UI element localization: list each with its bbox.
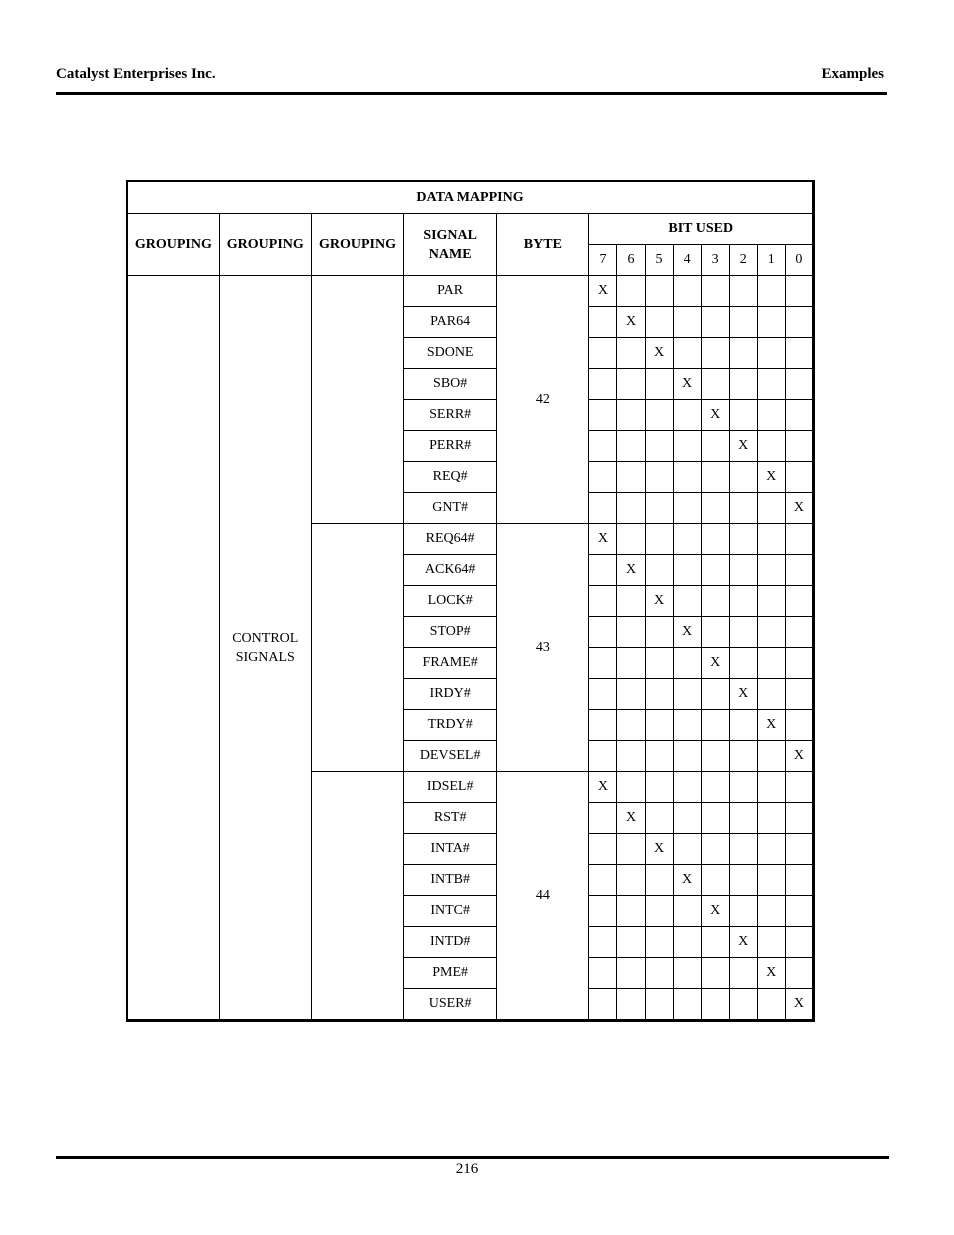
- bit-cell: [589, 648, 617, 679]
- bit-cell: [645, 772, 673, 803]
- bit-cell: [645, 958, 673, 989]
- bit-cell: [673, 276, 701, 307]
- bit-cell: [757, 276, 785, 307]
- bit-cell: [729, 524, 757, 555]
- bit-mark-cell: X: [785, 741, 813, 772]
- bit-cell: [589, 834, 617, 865]
- bit-cell: [757, 307, 785, 338]
- bit-cell: [617, 927, 645, 958]
- bit-cell: [589, 307, 617, 338]
- bit-cell: [617, 741, 645, 772]
- bit-cell: [617, 276, 645, 307]
- bit-cell: [617, 896, 645, 927]
- bit-cell: [673, 710, 701, 741]
- bit-cell: [617, 710, 645, 741]
- column-header-grouping-1: GROUPING: [127, 214, 219, 276]
- bit-cell: [589, 896, 617, 927]
- bit-cell: [729, 834, 757, 865]
- bit-cell: [729, 896, 757, 927]
- bit-cell: [589, 555, 617, 586]
- bit-header-0: 0: [785, 245, 813, 276]
- signal-name-cell: PAR64: [404, 307, 497, 338]
- bit-cell: [785, 679, 813, 710]
- byte-cell: 42: [497, 276, 589, 524]
- bit-mark-cell: X: [729, 927, 757, 958]
- bit-cell: [589, 803, 617, 834]
- bit-cell: [617, 648, 645, 679]
- bit-cell: [729, 865, 757, 896]
- column-header-signal-name: [404, 214, 497, 276]
- bit-cell: [785, 431, 813, 462]
- bit-mark-cell: X: [589, 276, 617, 307]
- bit-cell: [589, 400, 617, 431]
- bit-header-6: 6: [617, 245, 645, 276]
- signal-name-cell: PERR#: [404, 431, 497, 462]
- bit-header-4: 4: [673, 245, 701, 276]
- bit-cell: [785, 462, 813, 493]
- bit-cell: [701, 865, 729, 896]
- bit-cell: [645, 710, 673, 741]
- bit-cell: [785, 338, 813, 369]
- bit-cell: [785, 276, 813, 307]
- bit-cell: [729, 400, 757, 431]
- bit-cell: [617, 369, 645, 400]
- bit-cell: [729, 338, 757, 369]
- bit-cell: [701, 307, 729, 338]
- bit-cell: [673, 989, 701, 1021]
- bit-cell: [757, 431, 785, 462]
- bit-cell: [729, 369, 757, 400]
- control-signals-label: CONTROL SIGNALS: [232, 630, 299, 665]
- bit-mark-cell: X: [617, 555, 645, 586]
- signal-name-cell: ACK64#: [404, 555, 497, 586]
- bit-mark-cell: X: [589, 524, 617, 555]
- bit-cell: [757, 586, 785, 617]
- signal-name-cell: LOCK#: [404, 586, 497, 617]
- signal-name-cell: RST#: [404, 803, 497, 834]
- bit-cell: [701, 710, 729, 741]
- signal-name-cell: IDSEL#: [404, 772, 497, 803]
- bit-header-7: 7: [589, 245, 617, 276]
- bit-cell: [757, 493, 785, 524]
- bit-cell: [673, 493, 701, 524]
- bit-cell: [701, 679, 729, 710]
- table-body: [127, 276, 814, 1021]
- signal-name-cell: SERR#: [404, 400, 497, 431]
- bit-cell: [757, 524, 785, 555]
- bit-cell: [701, 369, 729, 400]
- bit-cell: [757, 834, 785, 865]
- bit-cell: [673, 524, 701, 555]
- byte-cell: 43: [497, 524, 589, 772]
- signal-name-cell: INTB#: [404, 865, 497, 896]
- header-company: Catalyst Enterprises Inc.: [56, 66, 216, 82]
- bit-cell: [645, 679, 673, 710]
- bit-cell: [645, 648, 673, 679]
- bit-cell: [645, 400, 673, 431]
- bit-header-2: 2: [729, 245, 757, 276]
- signal-name-cell: FRAME#: [404, 648, 497, 679]
- bit-cell: [729, 462, 757, 493]
- bit-mark-cell: X: [673, 865, 701, 896]
- bit-cell: [729, 586, 757, 617]
- bit-cell: [785, 834, 813, 865]
- bit-cell: [589, 865, 617, 896]
- header-section: Examples: [821, 66, 884, 82]
- bit-cell: [645, 989, 673, 1021]
- bit-cell: [673, 772, 701, 803]
- bit-cell: [617, 617, 645, 648]
- bit-cell: [673, 803, 701, 834]
- bit-cell: [757, 400, 785, 431]
- bit-cell: [701, 431, 729, 462]
- bit-header-5: 5: [645, 245, 673, 276]
- signal-name-cell: REQ#: [404, 462, 497, 493]
- bit-cell: [785, 865, 813, 896]
- bit-cell: [673, 431, 701, 462]
- signal-name-label: SIGNAL NAME: [423, 227, 477, 262]
- bit-mark-cell: X: [589, 772, 617, 803]
- footer-rule: [56, 1156, 889, 1159]
- column-header-grouping-2: GROUPING: [219, 214, 311, 276]
- bit-cell: [645, 493, 673, 524]
- bit-cell: [757, 989, 785, 1021]
- bit-cell: [645, 555, 673, 586]
- bit-cell: [729, 276, 757, 307]
- bit-header-1: 1: [757, 245, 785, 276]
- bit-cell: [617, 462, 645, 493]
- bit-cell: [617, 524, 645, 555]
- signal-name-cell: IRDY#: [404, 679, 497, 710]
- bit-cell: [729, 648, 757, 679]
- bit-cell: [617, 958, 645, 989]
- bit-cell: [645, 524, 673, 555]
- bit-mark-cell: X: [645, 586, 673, 617]
- byte-cell: 44: [497, 772, 589, 1021]
- signal-name-cell: PME#: [404, 958, 497, 989]
- bit-cell: [589, 989, 617, 1021]
- bit-mark-cell: X: [729, 679, 757, 710]
- bit-mark-cell: X: [673, 369, 701, 400]
- column-header-grouping-3: GROUPING: [311, 214, 403, 276]
- bit-cell: [617, 865, 645, 896]
- header-rule: [56, 92, 887, 95]
- bit-cell: [785, 400, 813, 431]
- bit-mark-cell: X: [757, 462, 785, 493]
- signal-name-cell: USER#: [404, 989, 497, 1021]
- bit-cell: [701, 338, 729, 369]
- grouping-1-cell: [127, 276, 219, 1021]
- bit-cell: [757, 555, 785, 586]
- bit-cell: [785, 369, 813, 400]
- bit-cell: [757, 803, 785, 834]
- signal-name-cell: REQ64#: [404, 524, 497, 555]
- signal-name-cell: STOP#: [404, 617, 497, 648]
- bit-cell: [673, 958, 701, 989]
- bit-cell: [589, 586, 617, 617]
- table-row: [127, 276, 814, 307]
- bit-cell: [617, 834, 645, 865]
- bit-cell: [673, 648, 701, 679]
- bit-cell: [757, 927, 785, 958]
- bit-cell: [785, 586, 813, 617]
- bit-cell: [785, 648, 813, 679]
- signal-name-cell: GNT#: [404, 493, 497, 524]
- bit-cell: [617, 772, 645, 803]
- bit-cell: [701, 276, 729, 307]
- bit-mark-cell: X: [701, 400, 729, 431]
- bit-cell: [729, 617, 757, 648]
- bit-mark-cell: X: [701, 648, 729, 679]
- bit-cell: [617, 493, 645, 524]
- bit-cell: [729, 772, 757, 803]
- bit-cell: [673, 462, 701, 493]
- bit-cell: [617, 400, 645, 431]
- bit-cell: [617, 338, 645, 369]
- bit-mark-cell: X: [701, 896, 729, 927]
- bit-cell: [673, 741, 701, 772]
- bit-cell: [645, 741, 673, 772]
- signal-name-cell: DEVSEL#: [404, 741, 497, 772]
- bit-mark-cell: X: [617, 803, 645, 834]
- bit-cell: [589, 958, 617, 989]
- bit-mark-cell: X: [617, 307, 645, 338]
- bit-cell: [645, 431, 673, 462]
- bit-cell: [589, 679, 617, 710]
- grouping-3-cell: [311, 524, 403, 772]
- bit-cell: [589, 710, 617, 741]
- bit-cell: [729, 803, 757, 834]
- bit-cell: [673, 927, 701, 958]
- bit-cell: [589, 617, 617, 648]
- bit-mark-cell: X: [645, 338, 673, 369]
- bit-cell: [729, 958, 757, 989]
- bit-cell: [729, 307, 757, 338]
- bit-cell: [589, 431, 617, 462]
- bit-cell: [645, 369, 673, 400]
- bit-cell: [757, 617, 785, 648]
- column-header-bit-used: BIT USED: [589, 214, 814, 245]
- bit-cell: [617, 586, 645, 617]
- bit-cell: [785, 803, 813, 834]
- bit-cell: [729, 493, 757, 524]
- bit-cell: [673, 834, 701, 865]
- bit-cell: [785, 927, 813, 958]
- bit-cell: [645, 896, 673, 927]
- grouping-3-cell: [311, 772, 403, 1021]
- bit-cell: [673, 307, 701, 338]
- bit-cell: [729, 989, 757, 1021]
- bit-cell: [785, 710, 813, 741]
- grouping-3-cell: [311, 276, 403, 524]
- bit-cell: [785, 896, 813, 927]
- bit-cell: [589, 338, 617, 369]
- bit-cell: [645, 617, 673, 648]
- bit-cell: [701, 958, 729, 989]
- bit-mark-cell: X: [645, 834, 673, 865]
- bit-cell: [785, 958, 813, 989]
- bit-cell: [701, 524, 729, 555]
- bit-cell: [757, 865, 785, 896]
- bit-cell: [757, 896, 785, 927]
- bit-mark-cell: X: [757, 710, 785, 741]
- bit-cell: [785, 555, 813, 586]
- grouping-2-cell: [219, 276, 311, 1021]
- bit-cell: [645, 927, 673, 958]
- bit-cell: [673, 400, 701, 431]
- bit-cell: [729, 741, 757, 772]
- bit-cell: [757, 741, 785, 772]
- data-mapping-table: [126, 180, 815, 1022]
- bit-cell: [673, 586, 701, 617]
- bit-cell: [645, 276, 673, 307]
- signal-name-cell: INTC#: [404, 896, 497, 927]
- bit-cell: [701, 586, 729, 617]
- bit-mark-cell: X: [729, 431, 757, 462]
- signal-name-cell: TRDY#: [404, 710, 497, 741]
- bit-cell: [785, 617, 813, 648]
- bit-cell: [785, 307, 813, 338]
- bit-cell: [701, 493, 729, 524]
- bit-cell: [617, 989, 645, 1021]
- signal-name-cell: INTA#: [404, 834, 497, 865]
- bit-mark-cell: X: [785, 493, 813, 524]
- bit-cell: [729, 710, 757, 741]
- bit-cell: [757, 679, 785, 710]
- bit-cell: [701, 555, 729, 586]
- bit-cell: [673, 896, 701, 927]
- signal-name-cell: INTD#: [404, 927, 497, 958]
- bit-cell: [701, 462, 729, 493]
- bit-cell: [757, 338, 785, 369]
- table-title: DATA MAPPING: [127, 181, 814, 214]
- bit-cell: [785, 772, 813, 803]
- bit-cell: [701, 989, 729, 1021]
- bit-cell: [645, 865, 673, 896]
- bit-cell: [729, 555, 757, 586]
- column-header-byte: BYTE: [497, 214, 589, 276]
- bit-cell: [645, 307, 673, 338]
- bit-cell: [673, 338, 701, 369]
- signal-name-cell: SDONE: [404, 338, 497, 369]
- bit-cell: [757, 648, 785, 679]
- bit-cell: [673, 679, 701, 710]
- bit-cell: [701, 741, 729, 772]
- bit-mark-cell: X: [757, 958, 785, 989]
- page-number: 216: [455, 1161, 479, 1177]
- bit-header-3: 3: [701, 245, 729, 276]
- bit-cell: [701, 617, 729, 648]
- bit-cell: [701, 772, 729, 803]
- bit-cell: [701, 927, 729, 958]
- bit-mark-cell: X: [785, 989, 813, 1021]
- bit-cell: [617, 431, 645, 462]
- bit-cell: [673, 555, 701, 586]
- bit-cell: [617, 679, 645, 710]
- bit-cell: [757, 369, 785, 400]
- bit-cell: [645, 803, 673, 834]
- signal-name-cell: PAR: [404, 276, 497, 307]
- bit-cell: [589, 741, 617, 772]
- bit-cell: [701, 803, 729, 834]
- bit-cell: [589, 369, 617, 400]
- bit-cell: [589, 493, 617, 524]
- bit-mark-cell: X: [673, 617, 701, 648]
- signal-name-cell: SBO#: [404, 369, 497, 400]
- bit-cell: [785, 524, 813, 555]
- bit-cell: [757, 772, 785, 803]
- bit-cell: [701, 834, 729, 865]
- bit-cell: [589, 462, 617, 493]
- bit-cell: [645, 462, 673, 493]
- bit-cell: [589, 927, 617, 958]
